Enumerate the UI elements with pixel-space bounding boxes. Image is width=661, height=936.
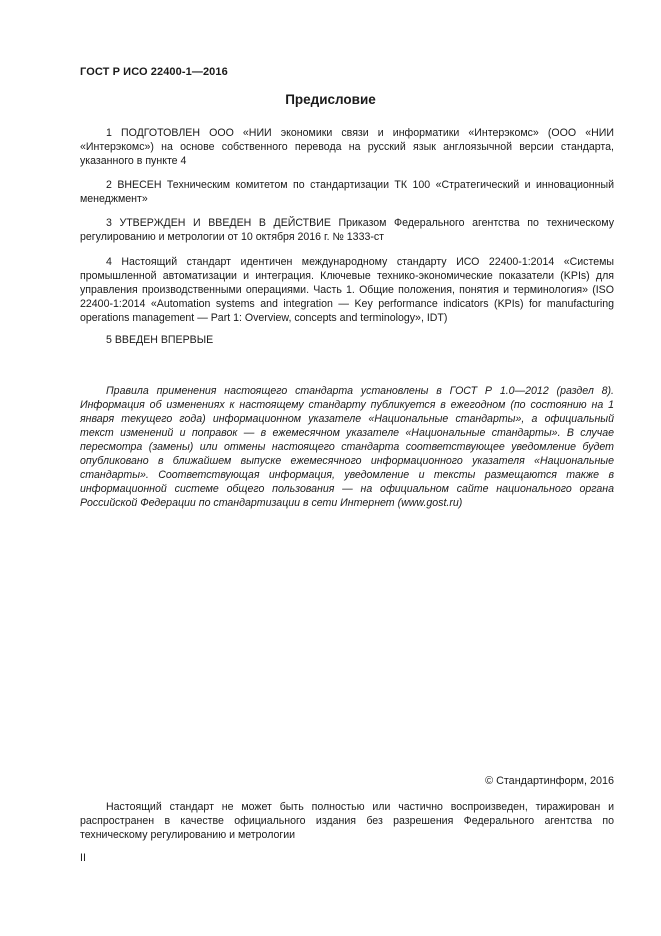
foreword-item-3 [80,216,614,244]
paragraph-text: 1 ПОДГОТОВЛЕН ООО «НИИ экономики связи и информатики «Интерэкомс» (ООО «НИИ «Интерэкомс») на основе собственного перевода на русский язык англоязычной версии стандарта, указанного в пункте 4 [80,127,614,167]
paragraph-text: 2 ВНЕСЕН Техническим комитетом по стандартизации ТК 100 «Стратегический и инновационный менеджмент» [80,179,614,205]
foreword-item-4 [80,255,614,325]
paragraph-text: 3 УТВЕРЖДЕН И ВВЕДЕН В ДЕЙСТВИЕ Приказом Федерального агентства по техническому регулированию и метрологии от 10 октября 2016 г. № 1333-ст [80,217,614,243]
copyright-notice-text: Настоящий стандарт не может быть полностью или частично воспроизведен, тиражирован и распространен в качестве официального издания без разрешения Федерального агентства по техническому регулированию и метрологии [80,801,614,841]
copyright-line: © Стандартинформ, 2016 [485,775,614,787]
copyright-notice [80,800,614,842]
foreword-item-5 [80,333,614,347]
document-code: ГОСТ Р ИСО 22400-1—2016 [80,66,228,78]
usage-note [80,384,614,510]
foreword-item-2 [80,178,614,206]
page-title: Предисловие [285,92,376,107]
page-number: II [80,852,86,864]
foreword-item-1 [80,126,614,168]
note-text: Правила применения настоящего стандарта установлены в ГОСТ Р 1.0—2012 (раздел 8). Информация об изменениях к настоящему стандарту публикуется в ежегодном (по состоянию на 1 января текущего года) информационном указателе «Национальные стандарты», а официальный текст изменений и поправок — в ежемесячном указателе «Национальные стандарты». В случае пересмотра (замены) или отмены настоящего стандарта соответствующее уведомление будет опубликовано в ближайшем выпуске ежемесячного информационного указателя «Национальные стандарты». Соответствующая информация, уведомление и тексты размещаются также в информационной системе общего пользования — на официальном сайте национального органа Российской Федерации по стандартизации в сети Интернет (www.gost.ru) [80,385,614,509]
paragraph-text: 4 Настоящий стандарт идентичен международному стандарту ИСО 22400-1:2014 «Системы промышленной автоматизации и интеграция. Ключевые технико-экономические показатели (KPIs) для управления производственными операциями. Часть 1. Общие положения, понятия и терминология» (ISO 22400-1:2014 «Automation systems and integration — Key performance indicators (KPIs) for manufacturing operations management — Part 1: Overview, concepts and terminology», IDT) [80,256,614,324]
paragraph-text: 5 ВВЕДЕН ВПЕРВЫЕ [106,334,214,346]
